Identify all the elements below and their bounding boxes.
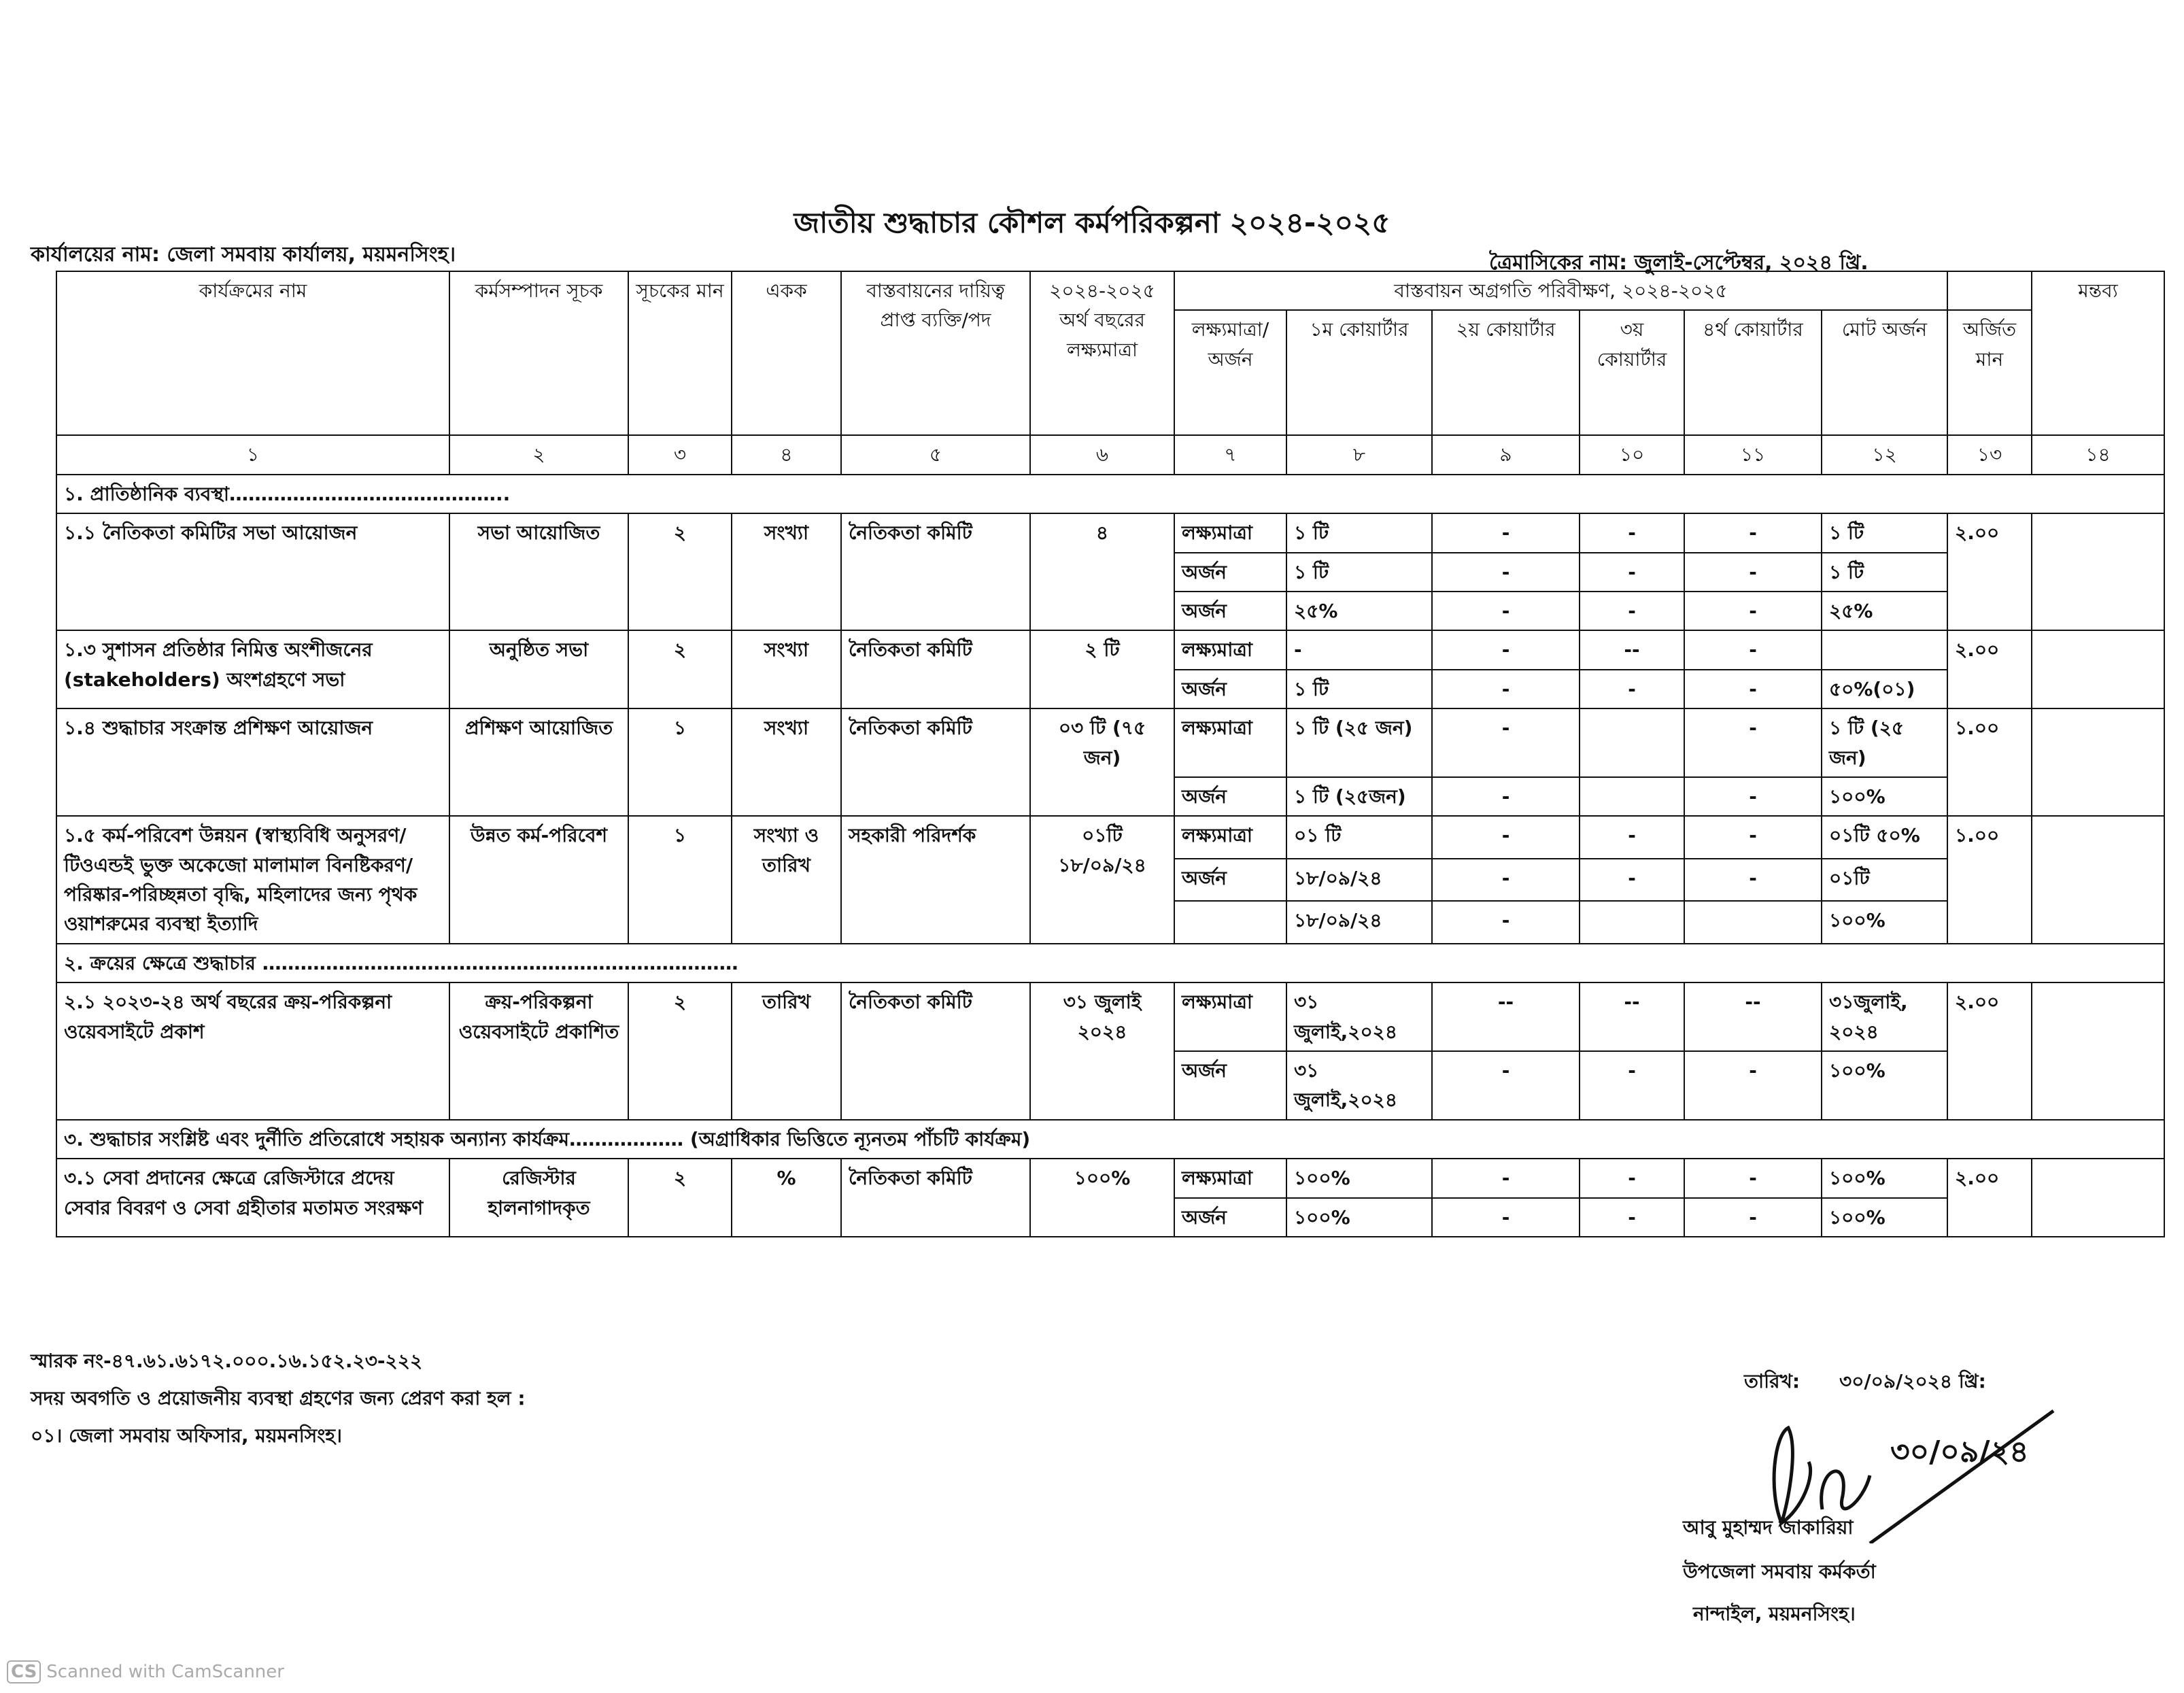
camscanner-watermark bbox=[7, 1660, 284, 1683]
target-achievement-label: অর্জন bbox=[1174, 1198, 1286, 1237]
col-header-q1: ১ম কোয়ার্টার bbox=[1286, 310, 1432, 435]
q1-value: - bbox=[1286, 630, 1432, 669]
responsible-person: নৈতিকতা কমিটি bbox=[841, 1159, 1030, 1237]
indicator-value: ২ bbox=[628, 513, 732, 630]
total-achievement: ০১টি bbox=[1822, 859, 1947, 902]
section-title: ২. ক্রয়ের ক্ষেত্রে শুদ্ধাচার ………………………………………………………………… bbox=[56, 944, 2164, 982]
col-header-remarks: মন্তব্য bbox=[2032, 271, 2164, 435]
total-achievement: ২৫% bbox=[1822, 592, 1947, 630]
column-number: ৭ bbox=[1174, 435, 1286, 474]
total-achievement: ১০০% bbox=[1822, 1198, 1947, 1237]
indicator-value: ২ bbox=[628, 630, 732, 708]
activity-name: ৩.১ সেবা প্রদানের ক্ষেত্রে রেজিস্টারে প্রদেয় সেবার বিবরণ ও সেবা গ্রহীতার মতামত সংরক্ষণ bbox=[56, 1159, 449, 1237]
annual-target: ৩১ জুলাই ২০২৪ bbox=[1030, 982, 1174, 1120]
col-header-activity: কার্যক্রমের নাম bbox=[56, 271, 449, 435]
q1-value: ১ টি (২৫ জন) bbox=[1286, 708, 1432, 777]
column-number: ১১ bbox=[1684, 435, 1822, 474]
unit: % bbox=[732, 1159, 841, 1237]
q1-value: ১ টি bbox=[1286, 513, 1432, 552]
watermark-text: Scanned with CamScanner bbox=[46, 1662, 284, 1682]
target-achievement-label: লক্ষ্যমাত্রা bbox=[1174, 982, 1286, 1051]
total-achievement: ১ টি bbox=[1822, 513, 1947, 552]
target-achievement-label: অর্জন bbox=[1174, 553, 1286, 592]
date-label: তারিখ: bbox=[1744, 1370, 1801, 1392]
column-number: ৫ bbox=[841, 435, 1030, 474]
target-achievement-label: লক্ষ্যমাত্রা bbox=[1174, 708, 1286, 777]
col-header-blank bbox=[1947, 271, 2032, 310]
responsible-person: সহকারী পরিদর্শক bbox=[841, 816, 1030, 944]
table-row bbox=[56, 513, 2164, 552]
q4-value: - bbox=[1684, 859, 1822, 902]
q4-value: - bbox=[1684, 592, 1822, 630]
column-number: ২ bbox=[449, 435, 628, 474]
column-number-row bbox=[56, 435, 2164, 474]
unit: সংখ্যা bbox=[732, 630, 841, 708]
q2-value: - bbox=[1432, 816, 1580, 859]
q1-value: ১৮/০৯/২৪ bbox=[1286, 901, 1432, 944]
q1-value: ১ টি (২৫জন) bbox=[1286, 777, 1432, 816]
activity-name: ১.৪ শুদ্ধাচার সংক্রান্ত প্রশিক্ষণ আয়োজন bbox=[56, 708, 449, 816]
achieved-score: ১.০০ bbox=[1947, 816, 2032, 944]
total-achievement: ৩১জুলাই, ২০২৪ bbox=[1822, 982, 1947, 1051]
q2-value: - bbox=[1432, 592, 1580, 630]
action-plan-table bbox=[56, 271, 2165, 1237]
target-achievement-label: লক্ষ্যমাত্রা bbox=[1174, 513, 1286, 552]
col-header-annual-target: ২০২৪-২০২৫ অর্থ বছরের লক্ষ্যমাত্রা bbox=[1030, 271, 1174, 435]
target-achievement-label: লক্ষ্যমাত্রা bbox=[1174, 816, 1286, 859]
q3-value bbox=[1580, 901, 1684, 944]
col-header-indicator: কর্মসম্পাদন সূচক bbox=[449, 271, 628, 435]
performance-indicator: ক্রয়-পরিকল্পনা ওয়েবসাইটে প্রকাশিত bbox=[449, 982, 628, 1120]
col-header-target-achievement: লক্ষ্যমাত্রা/অর্জন bbox=[1174, 310, 1286, 435]
q2-value: - bbox=[1432, 708, 1580, 777]
q1-value: ৩১ জুলাই,২০২৪ bbox=[1286, 982, 1432, 1051]
table-row bbox=[56, 708, 2164, 777]
total-achievement: ১০০% bbox=[1822, 777, 1947, 816]
column-number: ১৩ bbox=[1947, 435, 2032, 474]
quarter-name: ত্রৈমাসিকের নাম: জুলাই-সেপ্টেম্বর, ২০২৪ খ্রি. bbox=[1489, 251, 1869, 275]
memo-number: স্মারক নং-৪৭.৬১.৬১৭২.০০০.১৬.১৫২.২৩-২২২ bbox=[31, 1350, 423, 1372]
q3-value: -- bbox=[1580, 630, 1684, 669]
total-achievement: ১ টি bbox=[1822, 553, 1947, 592]
q3-value: - bbox=[1580, 1051, 1684, 1120]
document-title: জাতীয় শুদ্ধাচার কৌশল কর্মপরিকল্পনা ২০২৪-২০২৫ bbox=[794, 206, 1390, 239]
q3-value bbox=[1580, 708, 1684, 777]
unit: তারিখ bbox=[732, 982, 841, 1120]
table-row bbox=[56, 982, 2164, 1051]
table-row bbox=[56, 630, 2164, 669]
achieved-score: ২.০০ bbox=[1947, 630, 2032, 708]
q2-value: - bbox=[1432, 553, 1580, 592]
activity-name: ১.৩ সুশাসন প্রতিষ্ঠার নিমিত্ত অংশীজনের (stakeholders) অংশগ্রহণে সভা bbox=[56, 630, 449, 708]
q3-value: - bbox=[1580, 859, 1684, 902]
q2-value: - bbox=[1432, 1051, 1580, 1120]
q1-value: ৩১ জুলাই,২০২৪ bbox=[1286, 1051, 1432, 1120]
annual-target: ০৩ টি (৭৫ জন) bbox=[1030, 708, 1174, 816]
q1-value: ১ টি bbox=[1286, 670, 1432, 708]
total-achievement: ১০০% bbox=[1822, 1159, 1947, 1197]
section-row bbox=[56, 1120, 2164, 1159]
target-achievement-label: অর্জন bbox=[1174, 859, 1286, 902]
indicator-value: ২ bbox=[628, 1159, 732, 1237]
achieved-score: ২.০০ bbox=[1947, 513, 2032, 630]
col-header-unit: একক bbox=[732, 271, 841, 435]
column-number: ৩ bbox=[628, 435, 732, 474]
col-header-indicator-value: সূচকের মান bbox=[628, 271, 732, 435]
office-name: কার্যালয়ের নাম: জেলা সমবায় কার্যালয়, ময়মনসিংহ। bbox=[31, 243, 456, 267]
activity-name: ১.৫ কর্ম-পরিবেশ উন্নয়ন (স্বাস্থ্যবিধি অনুসরণ/টিওএন্ডই ভুক্ত অকেজো মালামাল বিনষ্টিকরণ/পরিষ্কার-পরিচ্ছন্নতা বৃদ্ধি, মহিলাদের জন্য পৃথক ওয়াশরুমের ব্যবস্থা ইত্যাদি bbox=[56, 816, 449, 944]
annual-target: ১০০% bbox=[1030, 1159, 1174, 1237]
achieved-score: ২.০০ bbox=[1947, 1159, 2032, 1237]
target-achievement-label: অর্জন bbox=[1174, 592, 1286, 630]
target-achievement-label: অর্জন bbox=[1174, 1051, 1286, 1120]
total-achievement: ০১টি ৫০% bbox=[1822, 816, 1947, 859]
q4-value: - bbox=[1684, 1198, 1822, 1237]
q4-value: - bbox=[1684, 513, 1822, 552]
annual-target: ৪ bbox=[1030, 513, 1174, 630]
section-row bbox=[56, 475, 2164, 513]
remarks bbox=[2032, 982, 2164, 1120]
target-achievement-label: লক্ষ্যমাত্রা bbox=[1174, 630, 1286, 669]
q3-value: - bbox=[1580, 1159, 1684, 1197]
q2-value: - bbox=[1432, 1159, 1580, 1197]
q3-value bbox=[1580, 777, 1684, 816]
column-number: ১০ bbox=[1580, 435, 1684, 474]
signature-date: ৩০/০৯/২৪ bbox=[1890, 1435, 2029, 1469]
q4-value: - bbox=[1684, 1051, 1822, 1120]
unit: সংখ্যা bbox=[732, 708, 841, 816]
q3-value: - bbox=[1580, 1198, 1684, 1237]
achieved-score: ২.০০ bbox=[1947, 982, 2032, 1120]
col-header-responsible: বাস্তবায়নের দায়িত্ব প্রাপ্ত ব্যক্তি/পদ bbox=[841, 271, 1030, 435]
remarks bbox=[2032, 816, 2164, 944]
target-achievement-label: লক্ষ্যমাত্রা bbox=[1174, 1159, 1286, 1197]
q4-value: -- bbox=[1684, 982, 1822, 1051]
target-achievement-label bbox=[1174, 901, 1286, 944]
q2-value: - bbox=[1432, 630, 1580, 669]
target-achievement-label: অর্জন bbox=[1174, 777, 1286, 816]
column-number: ১ bbox=[56, 435, 449, 474]
col-header-q2: ২য় কোয়ার্টার bbox=[1432, 310, 1580, 435]
column-number: ৮ bbox=[1286, 435, 1432, 474]
col-header-monitoring: বাস্তবায়ন অগ্রগতি পরিবীক্ষণ, ২০২৪-২০২৫ bbox=[1174, 271, 1947, 310]
section-title: ১. প্রাতিষ্ঠানিক ব্যবস্থা…………………………………….. bbox=[56, 475, 2164, 513]
total-achievement: ১০০% bbox=[1822, 1051, 1947, 1120]
q1-value: ০১ টি bbox=[1286, 816, 1432, 859]
q1-value: ১ টি bbox=[1286, 553, 1432, 592]
q2-value: -- bbox=[1432, 982, 1580, 1051]
responsible-person: নৈতিকতা কমিটি bbox=[841, 708, 1030, 816]
annual-target: ২ টি bbox=[1030, 630, 1174, 708]
table-row bbox=[56, 816, 2164, 859]
remarks bbox=[2032, 630, 2164, 708]
total-achievement: ৫০%(০১) bbox=[1822, 670, 1947, 708]
unit: সংখ্যা bbox=[732, 513, 841, 630]
total-achievement: ১০০% bbox=[1822, 901, 1947, 944]
q3-value: -- bbox=[1580, 982, 1684, 1051]
activity-name: ২.১ ২০২৩-২৪ অর্থ বছরের ক্রয়-পরিকল্পনা ওয়েবসাইটে প্রকাশ bbox=[56, 982, 449, 1120]
target-achievement-label: অর্জন bbox=[1174, 670, 1286, 708]
remarks bbox=[2032, 1159, 2164, 1237]
column-number: ৪ bbox=[732, 435, 841, 474]
q3-value: - bbox=[1580, 513, 1684, 552]
forward-note: সদয় অবগতি ও প্রয়োজনীয় ব্যবস্থা গ্রহণের জন্য প্রেরণ করা হল : bbox=[31, 1387, 526, 1409]
unit: সংখ্যা ও তারিখ bbox=[732, 816, 841, 944]
col-header-q3: ৩য় কোয়ার্টার bbox=[1580, 310, 1684, 435]
performance-indicator: সভা আয়োজিত bbox=[449, 513, 628, 630]
q3-value: - bbox=[1580, 816, 1684, 859]
remarks bbox=[2032, 513, 2164, 630]
table-row bbox=[56, 1159, 2164, 1197]
date-value: ৩০/০৯/২০২৪ খ্রি: bbox=[1839, 1370, 1986, 1392]
responsible-person: নৈতিকতা কমিটি bbox=[841, 630, 1030, 708]
indicator-value: ১ bbox=[628, 708, 732, 816]
q4-value: - bbox=[1684, 708, 1822, 777]
performance-indicator: প্রশিক্ষণ আয়োজিত bbox=[449, 708, 628, 816]
q3-value: - bbox=[1580, 553, 1684, 592]
col-header-q4: ৪র্থ কোয়ার্টার bbox=[1684, 310, 1822, 435]
column-number: ৬ bbox=[1030, 435, 1174, 474]
camscanner-logo-icon: CS bbox=[7, 1660, 41, 1683]
q1-value: ২৫% bbox=[1286, 592, 1432, 630]
q4-value: - bbox=[1684, 1159, 1822, 1197]
q4-value: - bbox=[1684, 777, 1822, 816]
section-title: ৩. শুদ্ধাচার সংশ্লিষ্ট এবং দুর্নীতি প্রতিরোধে সহায়ক অন্যান্য কার্যক্রম……………… (অগ্রাধিকার ভিত্তিতে ন্যূনতম পাঁচটি কার্যক্রম) bbox=[56, 1120, 2164, 1159]
q4-value: - bbox=[1684, 553, 1822, 592]
signatory-designation: উপজেলা সমবায় কর্মকর্তা bbox=[1683, 1560, 1876, 1583]
annual-target: ০১টি ১৮/০৯/২৪ bbox=[1030, 816, 1174, 944]
col-header-score: অর্জিত মান bbox=[1947, 310, 2032, 435]
q2-value: - bbox=[1432, 859, 1580, 902]
indicator-value: ১ bbox=[628, 816, 732, 944]
q4-value bbox=[1684, 901, 1822, 944]
column-number: ১২ bbox=[1822, 435, 1947, 474]
signatory-location: নান্দাইল, ময়মনসিংহ। bbox=[1693, 1603, 1856, 1625]
indicator-value: ২ bbox=[628, 982, 732, 1120]
q4-value: - bbox=[1684, 670, 1822, 708]
responsible-person: নৈতিকতা কমিটি bbox=[841, 982, 1030, 1120]
responsible-person: নৈতিকতা কমিটি bbox=[841, 513, 1030, 630]
q1-value: ১৮/০৯/২৪ bbox=[1286, 859, 1432, 902]
header-row bbox=[56, 271, 2164, 310]
column-number: ৯ bbox=[1432, 435, 1580, 474]
q1-value: ১০০% bbox=[1286, 1159, 1432, 1197]
performance-indicator: রেজিস্টার হালনাগাদকৃত bbox=[449, 1159, 628, 1237]
section-row bbox=[56, 944, 2164, 982]
signatory-name: আবু মুহাম্মদ জাকারিয়া bbox=[1683, 1516, 1854, 1539]
total-achievement bbox=[1822, 630, 1947, 669]
q3-value: - bbox=[1580, 592, 1684, 630]
performance-indicator: উন্নত কর্ম-পরিবেশ bbox=[449, 816, 628, 944]
column-number: ১৪ bbox=[2032, 435, 2164, 474]
q2-value: - bbox=[1432, 901, 1580, 944]
q2-value: - bbox=[1432, 670, 1580, 708]
col-header-total: মোট অর্জন bbox=[1822, 310, 1947, 435]
activity-name: ১.১ নৈতিকতা কমিটির সভা আয়োজন bbox=[56, 513, 449, 630]
recipient: ০১। জেলা সমবায় অফিসার, ময়মনসিংহ। bbox=[31, 1424, 342, 1447]
total-achievement: ১ টি (২৫ জন) bbox=[1822, 708, 1947, 777]
remarks bbox=[2032, 708, 2164, 816]
q2-value: - bbox=[1432, 1198, 1580, 1237]
achieved-score: ১.০০ bbox=[1947, 708, 2032, 816]
q4-value: - bbox=[1684, 630, 1822, 669]
q3-value: - bbox=[1580, 670, 1684, 708]
q2-value: - bbox=[1432, 513, 1580, 552]
performance-indicator: অনুষ্ঠিত সভা bbox=[449, 630, 628, 708]
q1-value: ১০০% bbox=[1286, 1198, 1432, 1237]
q4-value: - bbox=[1684, 816, 1822, 859]
q2-value: - bbox=[1432, 777, 1580, 816]
